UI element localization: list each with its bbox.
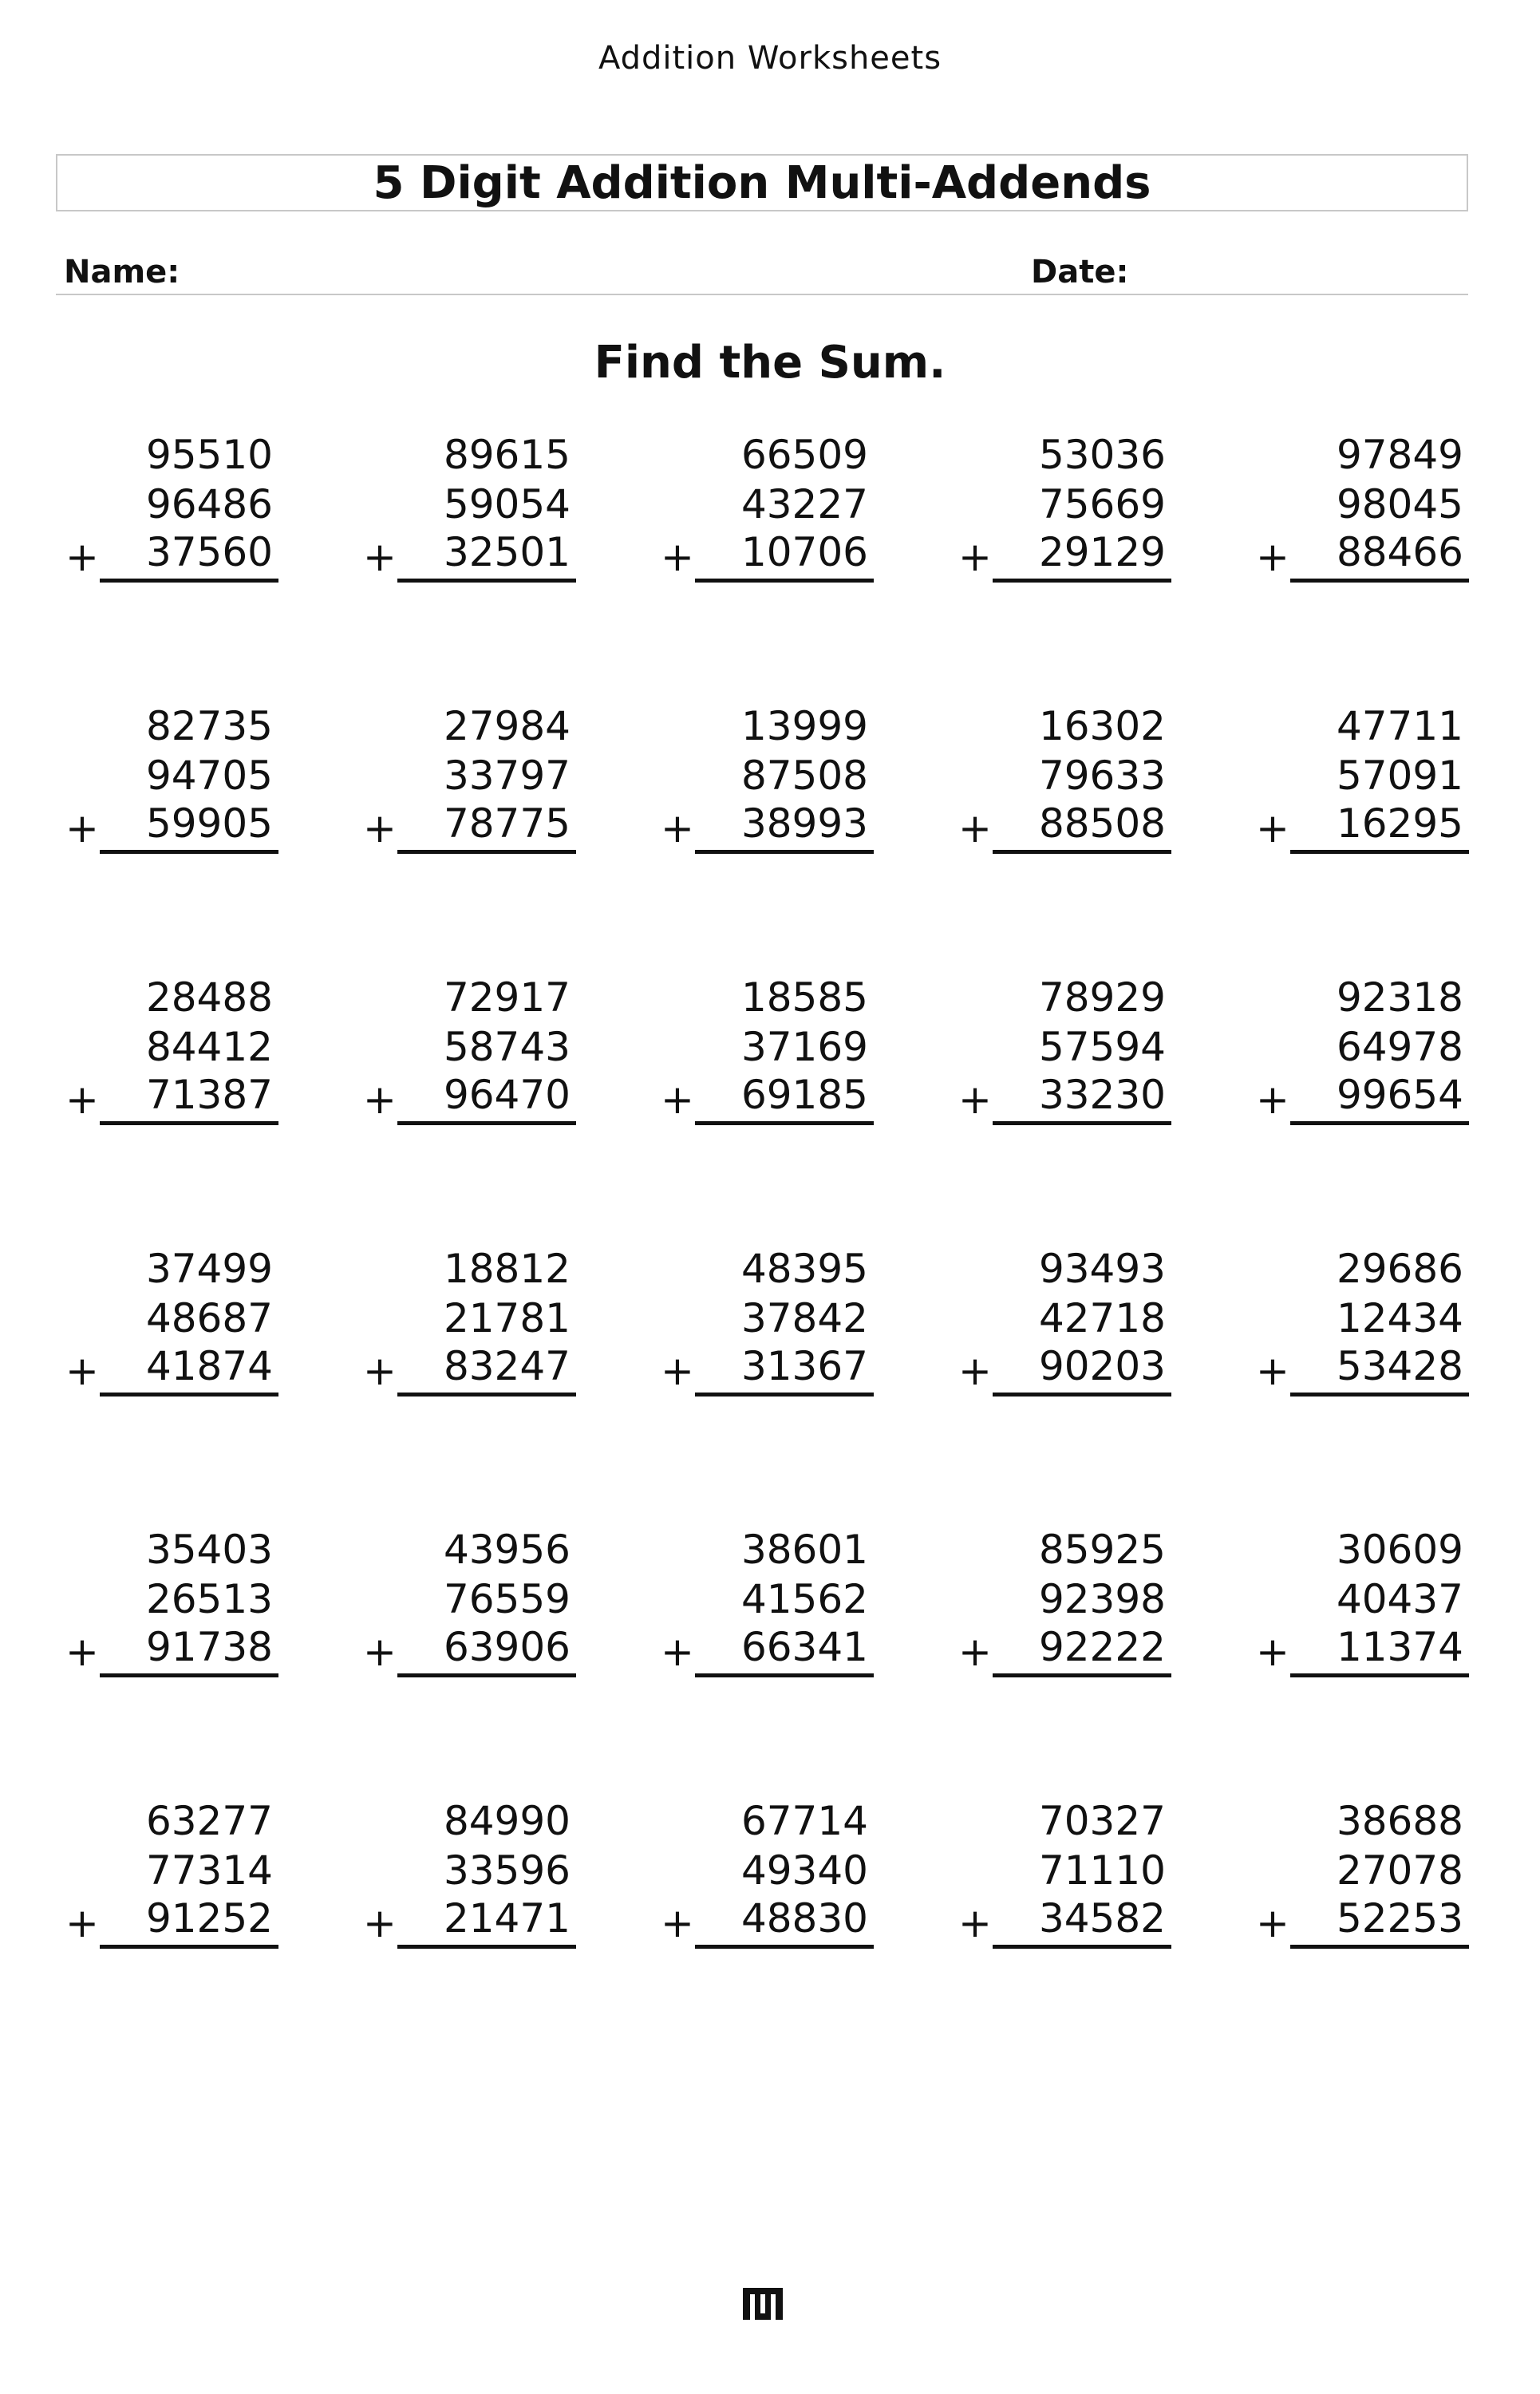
addend-1: 67714 xyxy=(740,1798,868,1844)
addend-2: 37842 xyxy=(740,1295,868,1341)
addition-problem xyxy=(661,974,868,1133)
sum-underline xyxy=(993,1945,1171,1949)
addend-3: 37560 xyxy=(145,529,273,575)
addend-1: 89615 xyxy=(443,432,571,478)
addend-2: 26513 xyxy=(145,1576,273,1622)
addend-1: 37499 xyxy=(145,1246,273,1292)
addend-1: 95510 xyxy=(145,432,273,478)
sum-underline xyxy=(397,579,576,583)
sum-underline xyxy=(100,850,278,854)
addend-1: 43956 xyxy=(443,1527,571,1573)
sum-underline xyxy=(695,1393,874,1396)
sum-underline xyxy=(993,1121,1171,1125)
addition-problem xyxy=(363,974,571,1133)
instruction-heading: Find the Sum. xyxy=(594,337,946,389)
plus-sign: + xyxy=(65,1900,99,1946)
addition-problem xyxy=(661,1797,868,1957)
addend-1: 48395 xyxy=(740,1246,868,1292)
addition-problem xyxy=(958,1797,1166,1957)
addend-2: 43227 xyxy=(740,481,868,527)
plus-sign: + xyxy=(363,1077,397,1123)
plus-sign: + xyxy=(1256,1900,1289,1946)
plus-sign: + xyxy=(363,534,397,580)
addend-2: 57594 xyxy=(1038,1024,1166,1070)
addend-3: 38993 xyxy=(740,800,868,847)
plus-sign: + xyxy=(65,534,99,580)
sum-underline xyxy=(397,850,576,854)
addend-3: 90203 xyxy=(1038,1343,1166,1389)
addend-2: 33596 xyxy=(443,1847,571,1894)
addition-problem xyxy=(661,431,868,591)
sum-underline xyxy=(993,1673,1171,1677)
date-label: Date: xyxy=(1031,254,1129,290)
addend-3: 92222 xyxy=(1038,1624,1166,1670)
addition-problem xyxy=(65,431,273,591)
addend-2: 59054 xyxy=(443,481,571,527)
addend-2: 49340 xyxy=(740,1847,868,1894)
addition-problem xyxy=(1256,1797,1463,1957)
addition-problem xyxy=(363,431,571,591)
addend-1: 18585 xyxy=(740,974,868,1021)
addend-3: 41874 xyxy=(145,1343,273,1389)
addition-problem xyxy=(958,431,1166,591)
addend-1: 29686 xyxy=(1336,1246,1463,1292)
sum-underline xyxy=(993,850,1171,854)
addition-problem xyxy=(1256,1245,1463,1404)
addition-problem xyxy=(1256,974,1463,1133)
plus-sign: + xyxy=(1256,1629,1289,1675)
addition-problem xyxy=(65,702,273,862)
addition-problem xyxy=(363,1245,571,1404)
plus-sign: + xyxy=(363,1629,397,1675)
addend-3: 34582 xyxy=(1038,1895,1166,1942)
addend-3: 52253 xyxy=(1336,1895,1463,1942)
plus-sign: + xyxy=(661,805,694,851)
addend-1: 84990 xyxy=(443,1798,571,1844)
addend-2: 42718 xyxy=(1038,1295,1166,1341)
addend-1: 47711 xyxy=(1336,703,1463,749)
addend-3: 48830 xyxy=(740,1895,868,1942)
addend-3: 31367 xyxy=(740,1343,868,1389)
addend-2: 58743 xyxy=(443,1024,571,1070)
addend-1: 82735 xyxy=(145,703,273,749)
addend-1: 30609 xyxy=(1336,1527,1463,1573)
addend-3: 63906 xyxy=(443,1624,571,1670)
name-date-divider xyxy=(56,294,1468,295)
addend-2: 87508 xyxy=(740,753,868,799)
addend-3: 11374 xyxy=(1336,1624,1463,1670)
addition-problem xyxy=(958,702,1166,862)
addend-1: 72917 xyxy=(443,974,571,1021)
addend-1: 28488 xyxy=(145,974,273,1021)
addend-2: 84412 xyxy=(145,1024,273,1070)
plus-sign: + xyxy=(1256,534,1289,580)
addend-2: 79633 xyxy=(1038,753,1166,799)
addend-1: 27984 xyxy=(443,703,571,749)
sum-underline xyxy=(695,1121,874,1125)
plus-sign: + xyxy=(661,1629,694,1675)
sum-underline xyxy=(1290,1673,1469,1677)
plus-sign: + xyxy=(1256,1077,1289,1123)
addend-2: 94705 xyxy=(145,753,273,799)
plus-sign: + xyxy=(65,1629,99,1675)
addend-1: 38601 xyxy=(740,1527,868,1573)
sum-underline xyxy=(1290,850,1469,854)
addend-1: 92318 xyxy=(1336,974,1463,1021)
plus-sign: + xyxy=(1256,1348,1289,1394)
addend-3: 91738 xyxy=(145,1624,273,1670)
plus-sign: + xyxy=(363,805,397,851)
site-header-title: Addition Worksheets xyxy=(598,40,942,77)
name-label: Name: xyxy=(64,254,180,290)
sum-underline xyxy=(397,1945,576,1949)
addend-2: 12434 xyxy=(1336,1295,1463,1341)
plus-sign: + xyxy=(65,1077,99,1123)
plus-sign: + xyxy=(958,1900,992,1946)
plus-sign: + xyxy=(65,805,99,851)
addend-3: 29129 xyxy=(1038,529,1166,575)
sum-underline xyxy=(100,1945,278,1949)
sum-underline xyxy=(695,1945,874,1949)
addend-2: 57091 xyxy=(1336,753,1463,799)
addend-2: 37169 xyxy=(740,1024,868,1070)
plus-sign: + xyxy=(65,1348,99,1394)
sum-underline xyxy=(695,579,874,583)
addend-2: 41562 xyxy=(740,1576,868,1622)
addend-1: 97849 xyxy=(1336,432,1463,478)
plus-sign: + xyxy=(958,1629,992,1675)
plus-sign: + xyxy=(363,1348,397,1394)
plus-sign: + xyxy=(661,534,694,580)
brand-logo-icon xyxy=(743,2286,783,2321)
sum-underline xyxy=(1290,579,1469,583)
addition-problem xyxy=(661,702,868,862)
addend-3: 21471 xyxy=(443,1895,571,1942)
addend-2: 77314 xyxy=(145,1847,273,1894)
sum-underline xyxy=(397,1121,576,1125)
sum-underline xyxy=(993,579,1171,583)
addition-problem xyxy=(661,1526,868,1685)
addend-2: 27078 xyxy=(1336,1847,1463,1894)
addend-1: 66509 xyxy=(740,432,868,478)
plus-sign: + xyxy=(958,805,992,851)
sum-underline xyxy=(1290,1121,1469,1125)
addend-1: 78929 xyxy=(1038,974,1166,1021)
sum-underline xyxy=(100,579,278,583)
sum-underline xyxy=(397,1673,576,1677)
addend-2: 21781 xyxy=(443,1295,571,1341)
addend-1: 38688 xyxy=(1336,1798,1463,1844)
addend-1: 53036 xyxy=(1038,432,1166,478)
sum-underline xyxy=(695,1673,874,1677)
addition-problem xyxy=(1256,702,1463,862)
addition-problem xyxy=(958,1245,1166,1404)
sum-underline xyxy=(397,1393,576,1396)
addition-problem xyxy=(958,974,1166,1133)
addend-3: 66341 xyxy=(740,1624,868,1670)
addend-3: 32501 xyxy=(443,529,571,575)
addend-1: 85925 xyxy=(1038,1527,1166,1573)
addend-2: 40437 xyxy=(1336,1576,1463,1622)
addend-3: 99654 xyxy=(1336,1072,1463,1118)
addend-3: 71387 xyxy=(145,1072,273,1118)
addition-problem xyxy=(363,702,571,862)
addend-3: 33230 xyxy=(1038,1072,1166,1118)
addend-3: 88466 xyxy=(1336,529,1463,575)
sum-underline xyxy=(1290,1945,1469,1949)
sum-underline xyxy=(100,1121,278,1125)
plus-sign: + xyxy=(363,1900,397,1946)
addend-3: 83247 xyxy=(443,1343,571,1389)
addition-problem xyxy=(661,1245,868,1404)
plus-sign: + xyxy=(958,534,992,580)
addend-3: 16295 xyxy=(1336,800,1463,847)
addend-1: 18812 xyxy=(443,1246,571,1292)
addend-3: 96470 xyxy=(443,1072,571,1118)
addend-2: 71110 xyxy=(1038,1847,1166,1894)
addend-1: 93493 xyxy=(1038,1246,1166,1292)
addend-2: 64978 xyxy=(1336,1024,1463,1070)
plus-sign: + xyxy=(661,1900,694,1946)
addend-2: 98045 xyxy=(1336,481,1463,527)
addition-problem xyxy=(65,1245,273,1404)
addend-2: 96486 xyxy=(145,481,273,527)
addition-problem xyxy=(65,1797,273,1957)
sum-underline xyxy=(100,1673,278,1677)
addend-2: 75669 xyxy=(1038,481,1166,527)
addition-problem xyxy=(65,974,273,1133)
plus-sign: + xyxy=(1256,805,1289,851)
addend-1: 16302 xyxy=(1038,703,1166,749)
addend-3: 53428 xyxy=(1336,1343,1463,1389)
addend-3: 78775 xyxy=(443,800,571,847)
plus-sign: + xyxy=(661,1077,694,1123)
addend-1: 63277 xyxy=(145,1798,273,1844)
sum-underline xyxy=(100,1393,278,1396)
addend-2: 33797 xyxy=(443,753,571,799)
addition-problem xyxy=(363,1526,571,1685)
addend-3: 88508 xyxy=(1038,800,1166,847)
sum-underline xyxy=(695,850,874,854)
worksheet-title: 5 Digit Addition Multi-Addends xyxy=(56,154,1468,211)
addition-problem xyxy=(1256,1526,1463,1685)
sum-underline xyxy=(1290,1393,1469,1396)
addend-3: 10706 xyxy=(740,529,868,575)
addend-1: 70327 xyxy=(1038,1798,1166,1844)
addend-1: 13999 xyxy=(740,703,868,749)
addend-3: 69185 xyxy=(740,1072,868,1118)
addend-2: 48687 xyxy=(145,1295,273,1341)
addition-problem xyxy=(363,1797,571,1957)
addend-2: 92398 xyxy=(1038,1576,1166,1622)
sum-underline xyxy=(993,1393,1171,1396)
addition-problem xyxy=(958,1526,1166,1685)
plus-sign: + xyxy=(661,1348,694,1394)
plus-sign: + xyxy=(958,1348,992,1394)
addition-problem xyxy=(65,1526,273,1685)
addend-2: 76559 xyxy=(443,1576,571,1622)
addend-3: 91252 xyxy=(145,1895,273,1942)
plus-sign: + xyxy=(958,1077,992,1123)
addend-1: 35403 xyxy=(145,1527,273,1573)
addend-3: 59905 xyxy=(145,800,273,847)
addition-problem xyxy=(1256,431,1463,591)
